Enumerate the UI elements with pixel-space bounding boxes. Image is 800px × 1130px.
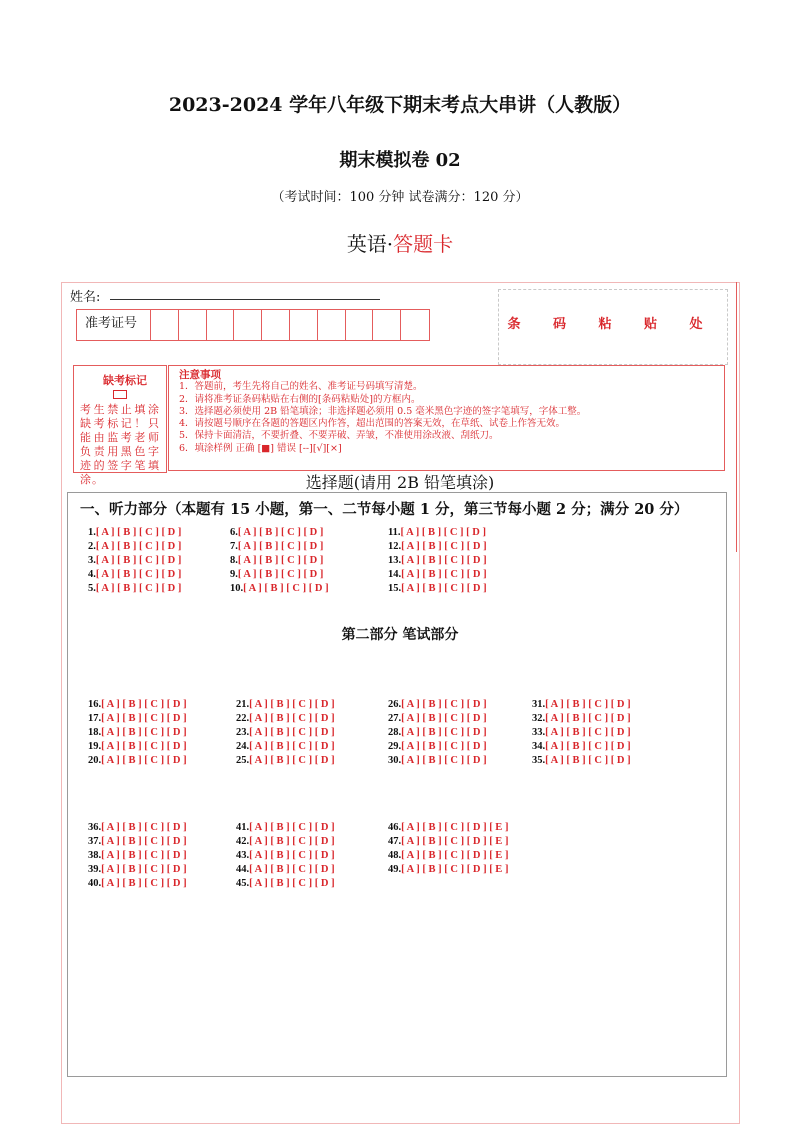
answer-options[interactable]: [ A ] [ B ] [ C ] [ D ]: [101, 822, 187, 833]
notice-item: 5．保持卡面清洁，不要折叠、不要弄破、弄皱，不准使用涂改液、刮纸刀。: [179, 430, 499, 442]
question-number: 3.: [88, 555, 96, 566]
question-row: [88, 569, 181, 580]
question-number: 43.: [236, 850, 250, 861]
answer-options[interactable]: [ A ] [ B ] [ C ] [ D ]: [101, 713, 187, 724]
question-number: 38.: [88, 850, 102, 861]
question-number: 14.: [388, 569, 402, 580]
question-row: [388, 583, 487, 594]
question-row: [230, 583, 329, 594]
question-row: [88, 699, 187, 710]
question-number: 17.: [88, 713, 102, 724]
question-row: [388, 527, 486, 538]
question-number: 36.: [88, 822, 102, 833]
question-row: [236, 727, 335, 738]
question-row: [88, 583, 181, 594]
question-number: 24.: [236, 741, 250, 752]
answer-options[interactable]: [ A ] [ B ] [ C ] [ D ]: [95, 569, 182, 580]
main-title: 2023-2024 学年八年级下期末考点大串讲（人教版）: [168, 94, 632, 116]
card-title: [0, 228, 800, 257]
question-number: 29.: [388, 741, 402, 752]
answer-options[interactable]: [ A ] [ B ] [ C ] [ D ]: [545, 727, 631, 738]
question-number: 27.: [388, 713, 402, 724]
question-number: 18.: [88, 727, 102, 738]
card-title-subject: 英语·: [346, 232, 394, 256]
question-number: 34.: [532, 741, 546, 752]
question-number: 16.: [88, 699, 102, 710]
answer-options[interactable]: [ A ] [ B ] [ C ] [ D ]: [401, 583, 487, 594]
paper-title: 期末模拟卷 02: [339, 150, 461, 171]
notice-item: 4．请按题号顺序在各题的答题区内作答，超出范围的答案无效，在草纸、试卷上作答无效。: [179, 418, 566, 430]
answer-options[interactable]: [ A ] [ B ] [ C ] [ D ]: [249, 755, 335, 766]
answer-options[interactable]: [ A ] [ B ] [ C ] [ D ]: [243, 583, 329, 594]
choice-section-title: 选择题(请用 2B 铅笔填涂): [305, 473, 495, 492]
exam-number-cell[interactable]: [234, 310, 262, 340]
question-number: 26.: [388, 699, 402, 710]
question-number: 42.: [236, 836, 250, 847]
question-number: 22.: [236, 713, 250, 724]
question-row: [88, 864, 187, 875]
notice-item: 2．请将准考证条码粘贴在右侧的[条码粘贴处]的方框内。: [179, 393, 421, 405]
question-number: 12.: [388, 541, 402, 552]
question-row: [388, 755, 487, 766]
question-number: 30.: [388, 755, 402, 766]
question-row: [532, 755, 631, 766]
answer-options[interactable]: [ A ] [ B ] [ C ] [ D ]: [249, 822, 335, 833]
question-number: 49.: [388, 864, 402, 875]
answer-options[interactable]: [ A ] [ B ] [ C ] [ D ]: [401, 555, 487, 566]
question-row: [230, 541, 323, 552]
name-label: 姓名:: [70, 290, 101, 305]
question-number: 19.: [88, 741, 102, 752]
question-number: 5.: [88, 583, 96, 594]
question-number: 47.: [388, 836, 402, 847]
question-row: [388, 836, 508, 847]
question-number: 35.: [532, 755, 546, 766]
question-row: [236, 864, 335, 875]
exam-number-cell[interactable]: [401, 310, 429, 340]
question-row: [236, 699, 335, 710]
answer-options[interactable]: [ A ] [ B ] [ C ] [ D ]: [249, 878, 335, 889]
answer-options[interactable]: [ A ] [ B ] [ C ] [ D ]: [237, 569, 324, 580]
card-title-label: 答题卡: [393, 232, 454, 256]
notice-item: 3．选择题必须使用 2B 铅笔填涂；非选择题必须用 0.5 毫米黑色字迹的签字笔填写，字体工整。: [179, 405, 587, 417]
answer-options[interactable]: [ A ] [ B ] [ C ] [ D ] [ E ]: [401, 864, 509, 875]
question-row: [88, 822, 187, 833]
absent-checkbox[interactable]: [113, 390, 127, 399]
question-row: [236, 850, 335, 861]
answer-options[interactable]: [ A ] [ B ] [ C ] [ D ]: [249, 713, 335, 724]
question-number: 37.: [88, 836, 102, 847]
exam-number-cell[interactable]: [346, 310, 374, 340]
question-number: 32.: [532, 713, 546, 724]
question-row: [88, 727, 187, 738]
question-row: [388, 727, 487, 738]
question-number: 40.: [88, 878, 102, 889]
question-row: [388, 864, 508, 875]
question-number: 2.: [88, 541, 96, 552]
question-row: [236, 713, 335, 724]
answer-options[interactable]: [ A ] [ B ] [ C ] [ D ]: [249, 836, 335, 847]
answer-options[interactable]: [ A ] [ B ] [ C ] [ D ]: [95, 583, 182, 594]
question-number: 31.: [532, 699, 546, 710]
answer-options[interactable]: [ A ] [ B ] [ C ] [ D ]: [101, 741, 187, 752]
answer-options[interactable]: [ A ] [ B ] [ C ] [ D ]: [237, 527, 324, 538]
question-number: 44.: [236, 864, 250, 875]
question-number: 20.: [88, 755, 102, 766]
question-row: [230, 569, 323, 580]
question-number: 9.: [230, 569, 238, 580]
question-row: [88, 878, 187, 889]
question-row: [388, 555, 487, 566]
question-number: 6.: [230, 527, 238, 538]
absent-mark-box: [73, 365, 167, 486]
listening-title: 一、听力部分（本题有 15 小题，第一、二节每小题 1 分，第三节每小题 2 分；满分 20 分）: [80, 501, 689, 518]
question-row: [388, 741, 487, 752]
question-number: 13.: [388, 555, 402, 566]
answer-options[interactable]: [ A ] [ B ] [ C ] [ D ]: [249, 699, 335, 710]
question-row: [236, 822, 335, 833]
answer-options[interactable]: [ A ] [ B ] [ C ] [ D ]: [101, 727, 187, 738]
question-number: 41.: [236, 822, 250, 833]
frame-right-line: [736, 282, 737, 552]
question-row: [532, 741, 631, 752]
answer-options[interactable]: [ A ] [ B ] [ C ] [ D ]: [101, 878, 187, 889]
barcode-label: 条 码 粘 贴 处: [507, 317, 717, 332]
question-row: [236, 878, 335, 889]
question-number: 39.: [88, 864, 102, 875]
question-number: 7.: [230, 541, 238, 552]
answer-options[interactable]: [ A ] [ B ] [ C ] [ D ]: [401, 727, 487, 738]
writing-part-title: 第二部分 笔试部分: [341, 627, 459, 643]
exam-number-cell[interactable]: [373, 310, 401, 340]
answer-options[interactable]: [ A ] [ B ] [ C ] [ D ]: [249, 850, 335, 861]
question-number: 28.: [388, 727, 402, 738]
absent-text: 考生禁止填涂缺考标记！只能由监考老师负责用黑色字迹的签字笔填涂。: [80, 403, 160, 486]
question-row: [88, 850, 187, 861]
question-row: [388, 822, 508, 833]
answer-options[interactable]: [ A ] [ B ] [ C ] [ D ]: [95, 541, 182, 552]
exam-number-grid: [76, 309, 430, 341]
answer-options[interactable]: [ A ] [ B ] [ C ] [ D ]: [249, 741, 335, 752]
question-number: 1.: [88, 527, 96, 538]
notice-box: [168, 365, 725, 471]
answer-options[interactable]: [ A ] [ B ] [ C ] [ D ]: [95, 527, 182, 538]
question-number: 23.: [236, 727, 250, 738]
exam-number-cell[interactable]: [151, 310, 179, 340]
answer-options[interactable]: [ A ] [ B ] [ C ] [ D ]: [101, 755, 187, 766]
answer-options[interactable]: [ A ] [ B ] [ C ] [ D ] [ E ]: [401, 822, 509, 833]
question-row: [388, 713, 487, 724]
answer-options[interactable]: [ A ] [ B ] [ C ] [ D ]: [545, 713, 631, 724]
question-number: 15.: [388, 583, 402, 594]
notice-item: 1．答题前，考生先将自己的姓名、准考证号码填写清楚。: [179, 381, 423, 393]
question-row: [236, 755, 335, 766]
notice-title: 注意事项: [179, 369, 221, 381]
question-row: [388, 569, 487, 580]
exam-number-cell[interactable]: [318, 310, 346, 340]
question-row: [88, 713, 187, 724]
answer-options[interactable]: [ A ] [ B ] [ C ] [ D ]: [545, 741, 631, 752]
question-row: [88, 541, 181, 552]
question-number: 48.: [388, 850, 402, 861]
answer-options[interactable]: [ A ] [ B ] [ C ] [ D ]: [101, 864, 187, 875]
question-number: 46.: [388, 822, 402, 833]
absent-title: 缺考标记: [103, 374, 147, 387]
question-row: [388, 699, 487, 710]
exam-number-label: 准考证号: [77, 310, 151, 340]
exam-number-cell[interactable]: [262, 310, 290, 340]
answer-options[interactable]: [ A ] [ B ] [ C ] [ D ]: [249, 864, 335, 875]
answer-options[interactable]: [ A ] [ B ] [ C ] [ D ]: [101, 836, 187, 847]
question-number: 4.: [88, 569, 96, 580]
answer-options[interactable]: [ A ] [ B ] [ C ] [ D ] [ E ]: [401, 836, 509, 847]
answer-options[interactable]: [ A ] [ B ] [ C ] [ D ]: [101, 699, 187, 710]
question-row: [88, 755, 187, 766]
question-number: 33.: [532, 727, 546, 738]
exam-info: （考试时间：100 分钟 试卷满分：120 分）: [271, 190, 529, 205]
question-number: 11.: [388, 527, 401, 538]
question-row: [236, 741, 335, 752]
question-row: [88, 836, 187, 847]
answer-options[interactable]: [ A ] [ B ] [ C ] [ D ]: [249, 727, 335, 738]
question-row: [88, 555, 181, 566]
question-row: [532, 727, 631, 738]
question-number: 45.: [236, 878, 250, 889]
question-number: 10.: [230, 583, 244, 594]
answer-options[interactable]: [ A ] [ B ] [ C ] [ D ]: [401, 541, 487, 552]
answer-options[interactable]: [ A ] [ B ] [ C ] [ D ]: [401, 713, 487, 724]
question-row: [388, 541, 487, 552]
question-row: [388, 850, 508, 861]
question-row: [88, 741, 187, 752]
answer-options[interactable]: [ A ] [ B ] [ C ] [ D ]: [101, 850, 187, 861]
answer-options[interactable]: [ A ] [ B ] [ C ] [ D ]: [401, 569, 487, 580]
answer-options[interactable]: [ A ] [ B ] [ C ] [ D ]: [545, 755, 631, 766]
question-row: [88, 527, 181, 538]
name-field[interactable]: [110, 299, 380, 300]
question-row: [236, 836, 335, 847]
exam-number-cell[interactable]: [179, 310, 207, 340]
question-row: [230, 527, 323, 538]
question-row: [532, 713, 631, 724]
answer-options[interactable]: [ A ] [ B ] [ C ] [ D ]: [400, 527, 486, 538]
answer-options[interactable]: [ A ] [ B ] [ C ] [ D ]: [401, 755, 487, 766]
question-row: [532, 699, 631, 710]
exam-number-cell[interactable]: [290, 310, 318, 340]
answer-options[interactable]: [ A ] [ B ] [ C ] [ D ]: [401, 741, 487, 752]
notice-item: 6．填涂样例 正确 [■] 错误 [--][√][×]: [179, 442, 342, 454]
question-number: 8.: [230, 555, 238, 566]
question-number: 25.: [236, 755, 250, 766]
question-number: 21.: [236, 699, 250, 710]
answer-options[interactable]: [ A ] [ B ] [ C ] [ D ]: [95, 555, 182, 566]
answer-options[interactable]: [ A ] [ B ] [ C ] [ D ] [ E ]: [401, 850, 509, 861]
answer-options[interactable]: [ A ] [ B ] [ C ] [ D ]: [401, 699, 487, 710]
question-row: [230, 555, 323, 566]
exam-number-cell[interactable]: [207, 310, 235, 340]
answer-options[interactable]: [ A ] [ B ] [ C ] [ D ]: [545, 699, 631, 710]
answer-options[interactable]: [ A ] [ B ] [ C ] [ D ]: [237, 555, 324, 566]
answer-options[interactable]: [ A ] [ B ] [ C ] [ D ]: [237, 541, 324, 552]
